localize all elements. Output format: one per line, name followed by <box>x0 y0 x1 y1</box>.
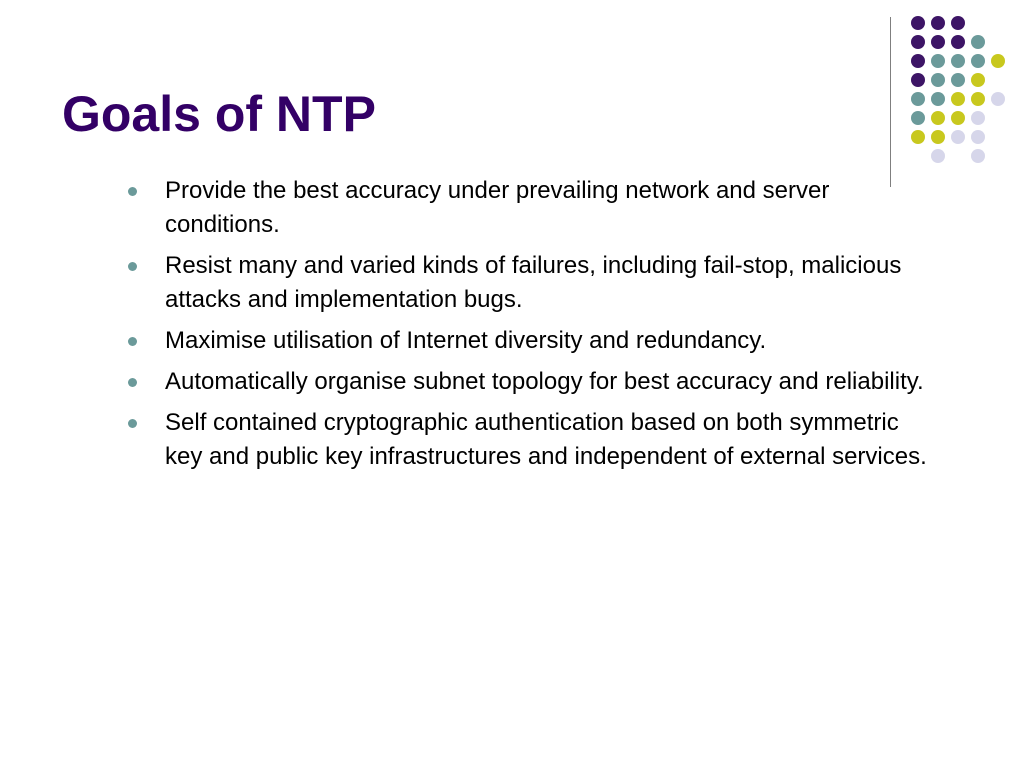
decorative-dot <box>931 54 945 68</box>
bullet-text: Automatically organise subnet topology for best accuracy and reliability. <box>165 368 924 395</box>
decorative-dot <box>951 16 965 30</box>
bullet-item <box>128 249 928 317</box>
decorative-dot <box>991 92 1005 106</box>
decorative-dot <box>931 35 945 49</box>
decorative-dot <box>911 54 925 68</box>
decorative-dot <box>951 92 965 106</box>
decorative-dot <box>911 16 925 30</box>
bullet-dot-icon <box>128 187 137 196</box>
decorative-dot <box>911 92 925 106</box>
bullet-dot-icon <box>128 262 137 271</box>
decorative-dot <box>911 35 925 49</box>
decorative-dot <box>931 149 945 163</box>
decorative-dot <box>971 54 985 68</box>
decorative-dot <box>971 35 985 49</box>
decorative-dot <box>971 92 985 106</box>
decorative-dot <box>951 54 965 68</box>
decorative-dot <box>971 130 985 144</box>
slide-title: Goals of NTP <box>62 86 376 142</box>
bullet-dot-icon <box>128 337 137 346</box>
bullet-text: Resist many and varied kinds of failures, including fail-stop, malicious attacks and implementation bugs. <box>165 252 902 313</box>
bullet-text: Provide the best accuracy under prevailing network and server conditions. <box>165 177 830 238</box>
decorative-dot <box>911 111 925 125</box>
bullet-item <box>128 324 928 358</box>
bullet-text: Maximise utilisation of Internet diversity and redundancy. <box>165 327 767 354</box>
decorative-dot <box>951 73 965 87</box>
decorative-dot <box>951 111 965 125</box>
decorative-dot <box>971 73 985 87</box>
decorative-dot <box>911 130 925 144</box>
bullet-item <box>128 365 928 399</box>
bullet-list <box>128 174 928 481</box>
decorative-dot <box>971 149 985 163</box>
decorative-dot <box>931 111 945 125</box>
bullet-item <box>128 174 928 242</box>
decorative-dot <box>971 111 985 125</box>
decorative-dot <box>931 73 945 87</box>
bullet-text: Self contained cryptographic authentication based on both symmetric key and public key infrastructures and independent of external services. <box>165 409 927 470</box>
decorative-dot <box>951 35 965 49</box>
decorative-dot <box>911 73 925 87</box>
decorative-dot <box>931 92 945 106</box>
decorative-dot <box>931 130 945 144</box>
decorative-dot <box>931 16 945 30</box>
bullet-dot-icon <box>128 419 137 428</box>
decorative-dot <box>991 54 1005 68</box>
bullet-item <box>128 406 928 474</box>
decorative-dot <box>951 130 965 144</box>
vertical-divider <box>890 17 891 187</box>
bullet-dot-icon <box>128 378 137 387</box>
